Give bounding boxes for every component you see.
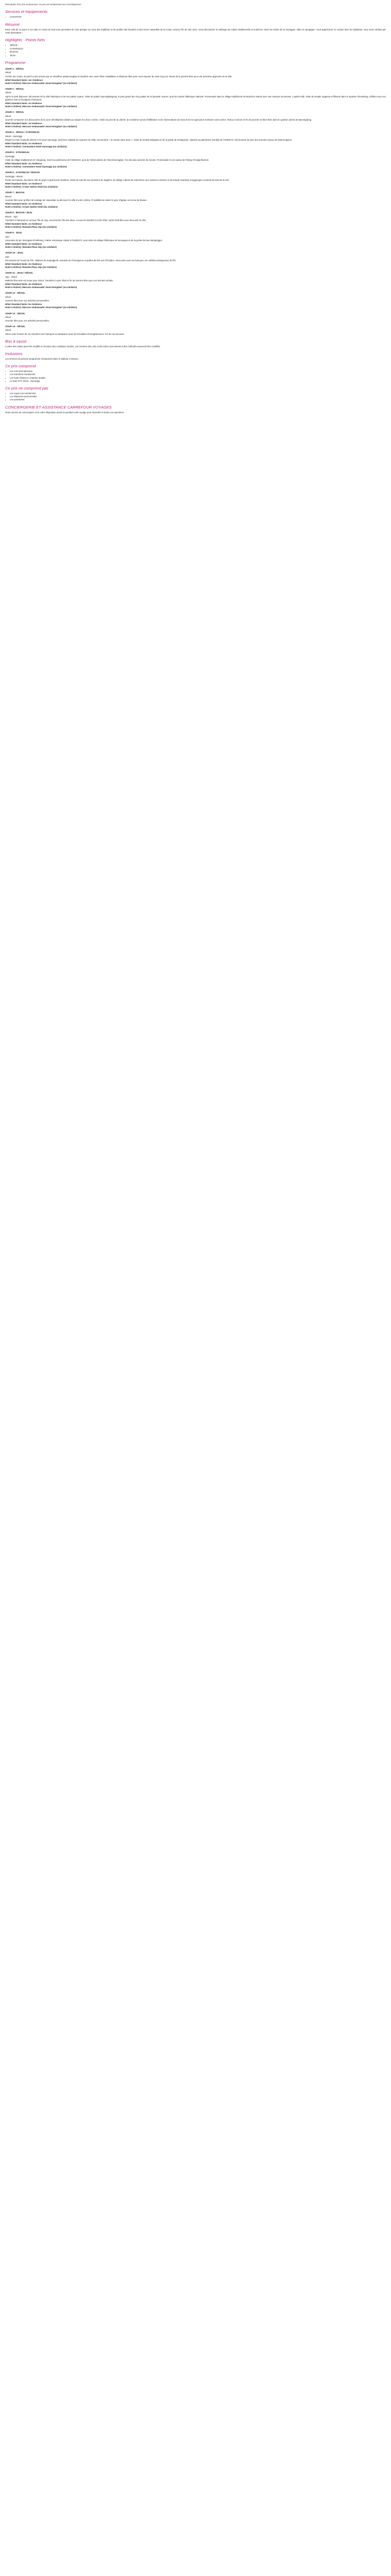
programme-days <box>5 67 386 336</box>
day-title: JOUR 4 : SÉOUL / GYEONGJU <box>5 131 40 134</box>
list-item: • BUSAN <box>10 50 386 54</box>
resume-title: Résumé <box>5 22 20 27</box>
day-route: Busan - Jeju <box>5 215 18 218</box>
day-title: JOUR 10 : JEJU <box>5 251 23 255</box>
hotel-label: Hôtel Standard Nuits: 2e résidence <box>5 162 42 165</box>
intro-text: Description d'un prix comprenant: Ce prix est comprenant aux Conséquences <box>5 3 82 6</box>
ce-prix-comprend-list <box>5 370 386 383</box>
incluses-text: Les services du présent programme mentionnés dans le tableau ci-dessus. <box>5 357 79 360</box>
hotel-name: Hotel 4 étoiles): Ramada Plaza Jeju (ou similaire) <box>5 266 57 269</box>
day-description: Matinée libre puis vol retour pour Séoul. Transfert à votre hôtel et fin de journée libre pour vos derniers achats. <box>5 279 113 282</box>
hotel-label: Hôtel Standard Nuits: 3e résidence <box>5 263 42 266</box>
hotel-label: Hôtel Standard Nuits: 4e résidence <box>5 283 42 286</box>
hotel-name: Hotel 4 étoiles): Commodore Hotel Gyeongju (ou similaire) <box>5 165 67 168</box>
list-item: • Les transferts mentionnés <box>10 373 386 376</box>
day-route: Busan <box>5 195 12 198</box>
day-description: Transfert à l'aéroport et vol pour l'île de Jeju, surnommée l'île des dieux. Accueil et transfert à votre hôtel. Après-midi libre pour découvrir la côte. <box>5 218 146 222</box>
day-title: JOUR 14 : SÉOUL <box>5 325 26 328</box>
hotel-name: Hotel 4 étoiles): Mercure Ambassador Seoul Hongdae* (ou similaire) <box>5 125 77 128</box>
hotel-label: Hôtel Standard Nuits: 2e résidence <box>5 243 42 246</box>
list-item: • Les repas non mentionnés <box>10 392 386 395</box>
hotel-name: Hotel 4 étoiles): Mercure Ambassador Seoul Hongdae* (ou similaire) <box>5 81 77 84</box>
ce-prix-ne-comprend-list <box>5 392 386 402</box>
list-item: • JEJU <box>10 54 386 58</box>
day-route: Séoul - Gyeongju <box>5 134 23 138</box>
day-description: Journée libre pour vos activités personnelles. <box>5 319 50 322</box>
day-route: Jeju - Séoul <box>5 275 17 278</box>
conciergerie-text: Notre service de conciergerie est à votre disposition avant et pendant votre voyage pour répondre à toutes vos questions. <box>5 411 124 414</box>
day-route: Jeju <box>5 255 9 258</box>
list-item: • Les vols internationaux <box>10 370 386 373</box>
hotel-label: Hôtel Standard Nuits: 1e résidence <box>5 142 42 145</box>
day-description: Journée libre pour vos activités personnelles. <box>5 299 50 302</box>
ce-prix-comprend-title: Ce prix comprend <box>5 364 36 369</box>
day-description: Selon votre horaire de vol, transfert vers l'aéroport et assistance pour les formalités d'enregistrement. Fin de nos services. <box>5 332 125 335</box>
day-description: Ascension du pic Seongsan Ilchulbong, cratère volcanique classé à l'UNESCO, puis visite du village folklorique de Seongeup et de la grotte de lave Manjanggul. <box>5 239 162 242</box>
programme-day <box>5 325 386 336</box>
day-description: Après le petit déjeuner, découverte de la ville historique et de ses palais royaux. Visite du palais Gyeongbokgung, le plus grand des cinq palais de la dynastie Joseon, puis du musée folklorique national. Promenade dans le village traditionnel de Bukchon Hanok avec ses maisons anciennes. L'après-midi, visite du temple Jogyesa et flânerie dans le quartier d'Insadong, célèbre pour ses galeries d'art et boutiques d'artisanat. <box>5 95 386 101</box>
highlights-title: Highlights - Points forts <box>5 38 45 43</box>
hotel-name: Hotel 4 étoiles): Ramada Plaza Jeju (ou similaire) <box>5 226 57 229</box>
day-description: Arrivée sur Corée, accueil à votre arrivée par un chauffeur parlant anglais et transfert vers votre hôtel. Installation et déjeuner libre pour vous reposer de votre long vol. Reste de la journée libre pour une première approche de la ville. <box>5 75 233 78</box>
day-route: Séoul <box>5 315 11 318</box>
day-description: Découverte de l'ouest de l'île : falaises de Jusangjeolli, cascade de Cheonjiyeon et jardins de thé vert d'O'sulloc. Rencontre avec les haenyeo, les célèbres plongeuses de l'île. <box>5 259 176 262</box>
day-route: Gyeongju - Busan <box>5 175 23 178</box>
hotel-name: Hotel 4 étoiles): Mercure Ambassador Seoul Hongdae* (ou similaire) <box>5 286 77 289</box>
hotel-name: Hotel 4 étoiles): Mercure Ambassador Seoul Hongdae* (ou similaire) <box>5 306 77 309</box>
hotel-name: Hotel 4 étoiles): Mercure Ambassador Seoul Hongdae* (ou similaire) <box>5 105 77 108</box>
highlights-list <box>5 44 386 57</box>
day-title: JOUR 9 : JEJU <box>5 231 22 234</box>
hotel-name: Hotel 4 étoiles): Commodore Hotel Gyeongju (ou similaire) <box>5 145 67 148</box>
programme-day <box>5 251 386 269</box>
page <box>0 0 391 426</box>
programme-day <box>5 272 386 289</box>
list-item: • GYEONGJU <box>10 47 386 51</box>
day-route: Séoul <box>5 295 11 298</box>
programme-day <box>5 312 386 323</box>
day-description: Visite du village traditionnel de Yangdong, inscrit au patrimoine de l'UNESCO, puis de l'observatoire de Cheomseongdae, l'un des plus anciens du monde. Promenade le soir autour de l'étang d'Anapji illuminé. <box>5 158 209 161</box>
day-title: JOUR 8 : BUSAN / JEJU <box>5 211 32 214</box>
day-description: Journée consacrée à la découverte de la zone démilitarisée (DMZ) qui sépare les deux Corées. Visite du pont de la Liberté, du troisième tunnel d'infiltration et de l'observatoire de Dora d'où l'on aperçoit le territoire nord-coréen. Retour à Séoul en fin de journée et dîner libre dans le quartier animé de Myeongdong. <box>5 118 312 121</box>
hotel-label: Hôtel Standard Nuits: 1e résidence <box>5 182 42 185</box>
hotel-name: Hotel 4 étoiles): Crown Harbor Hotel (ou similaire) <box>5 206 58 209</box>
day-description: Route vers Busan, deuxième ville du pays et grand port maritime. Visite du marché aux poissons de Jagalchi, du village culturel de Gamcheon aux maisons colorées et du temple Haedong Yonggungsa construit au bord de la mer. <box>5 178 230 181</box>
day-route: Séoul <box>5 91 11 94</box>
day-description: Départ en train à grande vitesse KTX pour Gyeongju, ancienne capitale du royaume de Silla, surnommée « le musée sans murs ». Visite du temple Bulguksa et de la grotte de Seokguram, classés au patrimoine mondial de l'UNESCO. Découverte du parc des tumulus royaux de Daereungwon. <box>5 138 292 141</box>
day-title: JOUR 6 : GYEONGJU / BUSAN <box>5 171 40 174</box>
day-title: JOUR 5 : GYEONGJU <box>5 151 29 154</box>
hotel-name: Hotel 4 étoiles): Crown Harbor Hotel (ou similaire) <box>5 185 58 189</box>
programme-day <box>5 191 386 209</box>
day-title: JOUR 3 : SÉOUL <box>5 111 24 114</box>
day-title: JOUR 13 : SÉOUL <box>5 312 26 315</box>
hotel-label: Hôtel Standard Nuits: 2e résidence <box>5 101 42 105</box>
day-title: JOUR 12 : SÉOUL <box>5 292 26 295</box>
hotel-name: Hotel 4 étoiles): Ramada Plaza Jeju (ou similaire) <box>5 246 57 249</box>
list-item: • Les nuits d'hôtel en chambre double <box>10 377 386 380</box>
hotel-label: Hôtel Standard Nuits: 3e résidence <box>5 122 42 125</box>
services-title: Services et équipements <box>5 9 48 14</box>
bon-a-savoir-title: Bon à savoir <box>5 338 27 344</box>
services-list <box>5 15 386 19</box>
hotel-label: Hôtel Standard Nuits: 1e résidence <box>5 223 42 226</box>
hotel-label: Hôtel Standard Nuits: 2e résidence <box>5 202 42 206</box>
programme-day <box>5 67 386 85</box>
day-title: JOUR 7 : BUSAN <box>5 191 25 194</box>
day-title: JOUR 1 : SÉOUL <box>5 67 24 71</box>
resume-text: Entre vols de 14 jours et 13 nuits en Costa de Sud vous permettra de vous plonger au cœur des traditions et de profiter des beautés et des terres naturelles de la Costa, comme l'île de San Jose. Vous découvrirez le mélange de culture traditionnelle et moderne, entre les visites de la montagne, villes et campagne. Vous apprécierez le contact avec les habitants, vous serez séduits par cette destination ! <box>5 28 386 34</box>
day-route: Jeju <box>5 235 9 238</box>
programme-day <box>5 151 386 168</box>
day-title: JOUR 2 : SÉOUL <box>5 88 24 91</box>
day-route: Séoul <box>5 114 11 117</box>
programme-day <box>5 171 386 189</box>
programme-day <box>5 111 386 128</box>
programme-day <box>5 211 386 229</box>
programme-day <box>5 231 386 249</box>
list-item: • Les dépenses personnelles <box>10 395 386 398</box>
day-description: Journée libre pour profiter de la plage de Haeundae ou découvrir la ville à votre rythme. Possibilité de visiter le parc d'Igidae ou la tour de Busan. <box>5 198 148 201</box>
hotel-label: Hôtel Standard Nuits: 5e résidence <box>5 303 42 306</box>
programme-day <box>5 88 386 108</box>
conciergerie-title: CONCIERGERIE ET ASSISTANCE CARREFOUR VOYAGES <box>5 404 112 410</box>
incluses-title: Inclusions <box>5 351 23 356</box>
bon-a-savoir-text: L'ordre des visites peut être modifié en fonction des conditions locales. Les horaires des vols et des trains sont donnés à titre indicatif et peuvent être modifiés. <box>5 345 161 348</box>
programme-day <box>5 292 386 309</box>
list-item: • Les pourboires <box>10 398 386 401</box>
programme-day <box>5 131 386 148</box>
list-item: • SÉOUL <box>10 44 386 47</box>
ce-prix-ne-comprend-title: Ce prix ne comprend pas <box>5 385 48 391</box>
list-item: • Le train KTX Séoul - Gyeongju <box>10 380 386 383</box>
programme-title: Programme <box>5 60 26 65</box>
hotel-label: Hôtel Standard Nuits: 1er résidence <box>5 78 43 81</box>
day-route: Séoul <box>5 71 11 74</box>
day-route: Séoul <box>5 329 11 332</box>
list-item: • Couverture <box>10 15 386 19</box>
day-route: Gyeongju <box>5 155 15 158</box>
day-title: JOUR 11 : JEJU / SÉOUL <box>5 272 34 275</box>
